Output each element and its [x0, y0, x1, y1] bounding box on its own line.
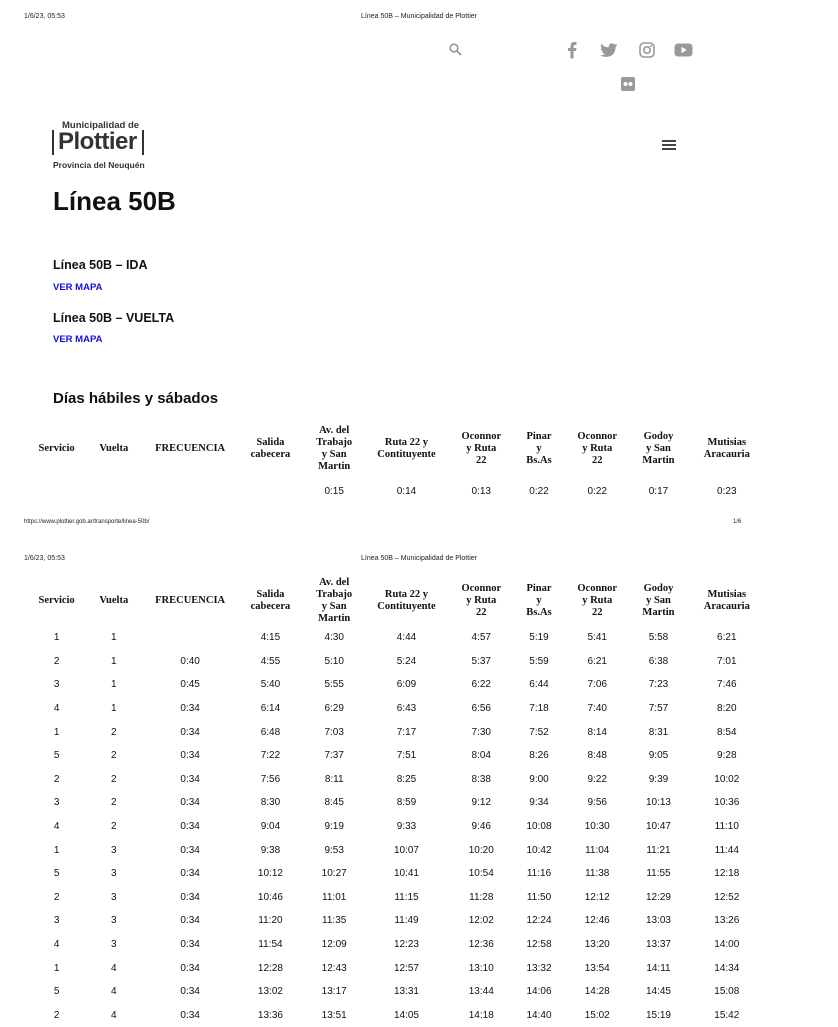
table2-header-cell: Mutisias Aracauria [686, 576, 768, 626]
table-cell: 2 [85, 768, 142, 792]
table-cell: 9:53 [303, 838, 365, 862]
table-cell: 11:20 [238, 909, 303, 933]
table-cell: 0:34 [142, 886, 237, 910]
table1-header-cell: Godoy y San Martin [631, 424, 685, 474]
table2-header-cell: Servicio [28, 576, 85, 626]
table-cell: 0:34 [142, 956, 237, 980]
table-cell: 7:22 [238, 744, 303, 768]
table-cell: 2 [28, 1004, 85, 1027]
table-cell: 7:56 [238, 768, 303, 792]
print-title: Línea 50B – Municipalidad de Plottier [0, 13, 838, 20]
table-cell: 1 [85, 673, 142, 697]
table-cell: 1 [28, 838, 85, 862]
table-row [28, 791, 768, 815]
table-cell: 15:42 [686, 1004, 768, 1027]
table-cell: 7:40 [563, 697, 631, 721]
table2-header-cell: Oconnor y Ruta 22 [448, 576, 515, 626]
table-cell: 11:15 [365, 886, 447, 910]
table-cell: 6:29 [303, 697, 365, 721]
route-vuelta-title: Línea 50B – VUELTA [53, 311, 174, 325]
table-cell: 14:45 [631, 980, 685, 1004]
table-cell: 0:40 [142, 650, 237, 674]
table-cell: 0:22 [515, 474, 563, 508]
print-date-page-2: 1/6/23, 05:53 [24, 555, 65, 562]
table-cell: 7:18 [515, 697, 563, 721]
table-cell: 8:54 [686, 720, 768, 744]
table-cell: 11:35 [303, 909, 365, 933]
youtube-icon[interactable] [674, 43, 693, 57]
table-cell: 5:40 [238, 673, 303, 697]
table-cell: 8:31 [631, 720, 685, 744]
table-cell: 5 [28, 862, 85, 886]
table-cell: 8:14 [563, 720, 631, 744]
table-cell: 7:46 [686, 673, 768, 697]
table-cell: 7:06 [563, 673, 631, 697]
table1-header-cell: Servicio [28, 424, 85, 474]
table-cell: 12:29 [631, 886, 685, 910]
table-cell: 9:39 [631, 768, 685, 792]
table-cell: 15:08 [686, 980, 768, 1004]
table-cell: 10:27 [303, 862, 365, 886]
table-row [28, 862, 768, 886]
table-cell: 12:02 [448, 909, 515, 933]
table-row [28, 474, 768, 508]
table-cell: 5:55 [303, 673, 365, 697]
table-cell: 10:12 [238, 862, 303, 886]
table-cell: 9:46 [448, 815, 515, 839]
table-cell: 7:17 [365, 720, 447, 744]
table-cell: 13:26 [686, 909, 768, 933]
table-cell: 2 [28, 886, 85, 910]
table-cell: 1 [85, 697, 142, 721]
table-cell: 0:13 [448, 474, 515, 508]
table-cell: 6:09 [365, 673, 447, 697]
facebook-icon[interactable] [566, 41, 578, 59]
table-cell: 10:30 [563, 815, 631, 839]
table-cell: 7:52 [515, 720, 563, 744]
table-cell: 4 [28, 933, 85, 957]
table-cell: 1 [28, 956, 85, 980]
table-row [28, 673, 768, 697]
table-cell: 7:01 [686, 650, 768, 674]
table1-header-cell: Oconnor y Ruta 22 [563, 424, 631, 474]
search-icon[interactable] [449, 43, 462, 56]
table-cell: 14:28 [563, 980, 631, 1004]
table-cell: 11:10 [686, 815, 768, 839]
table-row [28, 956, 768, 980]
table-cell: 12:52 [686, 886, 768, 910]
table-cell: 3 [85, 933, 142, 957]
table1-header-cell: Vuelta [85, 424, 142, 474]
table-cell: 8:20 [686, 697, 768, 721]
table-cell: 5 [28, 980, 85, 1004]
table-cell: 4:55 [238, 650, 303, 674]
table-cell: 0:22 [563, 474, 631, 508]
table-cell: 11:50 [515, 886, 563, 910]
table-cell [142, 474, 237, 508]
table-cell: 14:40 [515, 1004, 563, 1027]
table-cell: 14:06 [515, 980, 563, 1004]
table-cell: 11:49 [365, 909, 447, 933]
table-cell: 5:58 [631, 626, 685, 650]
table-cell: 12:36 [448, 933, 515, 957]
table-cell: 15:19 [631, 1004, 685, 1027]
table-cell [28, 474, 85, 508]
table-cell: 13:54 [563, 956, 631, 980]
hamburger-menu-icon[interactable] [662, 140, 676, 152]
table-cell: 0:34 [142, 791, 237, 815]
table-cell: 12:23 [365, 933, 447, 957]
table-cell: 10:42 [515, 838, 563, 862]
table-cell: 3 [28, 909, 85, 933]
table-cell: 8:48 [563, 744, 631, 768]
table2-header-cell: Vuelta [85, 576, 142, 626]
table2-header-cell: Pinar y Bs.As [515, 576, 563, 626]
schedule-table-page-1 [28, 424, 743, 508]
table-row [28, 720, 768, 744]
table-cell: 8:26 [515, 744, 563, 768]
table-cell: 15:02 [563, 1004, 631, 1027]
table-cell: 14:34 [686, 956, 768, 980]
print-url: https://www.plottier.gob.ar/transporte/linea-50b/ [24, 519, 149, 525]
table-row [28, 697, 768, 721]
table-cell: 6:21 [686, 626, 768, 650]
table-cell: 9:56 [563, 791, 631, 815]
table-cell: 10:41 [365, 862, 447, 886]
table-cell: 5:24 [365, 650, 447, 674]
table-cell: 9:38 [238, 838, 303, 862]
table-cell: 7:23 [631, 673, 685, 697]
table-cell: 9:12 [448, 791, 515, 815]
table-cell: 0:23 [686, 474, 768, 508]
table-cell: 11:04 [563, 838, 631, 862]
table-cell: 4:30 [303, 626, 365, 650]
table-cell [85, 474, 142, 508]
logo-bar-left [52, 130, 54, 155]
table-cell: 1 [85, 650, 142, 674]
logo-line-1: Municipalidad de [62, 120, 139, 131]
table2-header-cell: FRECUENCIA [142, 576, 237, 626]
table-cell: 10:07 [365, 838, 447, 862]
table-cell: 0:34 [142, 768, 237, 792]
table-cell: 10:08 [515, 815, 563, 839]
table-cell: 5 [28, 744, 85, 768]
table-cell: 9:22 [563, 768, 631, 792]
table-cell [142, 626, 237, 650]
table-cell: 10:36 [686, 791, 768, 815]
table-cell: 12:28 [238, 956, 303, 980]
table-cell: 13:32 [515, 956, 563, 980]
table-cell: 0:14 [365, 474, 447, 508]
table-cell: 4:44 [365, 626, 447, 650]
table-row [28, 744, 768, 768]
table-cell: 13:02 [238, 980, 303, 1004]
table-cell: 6:48 [238, 720, 303, 744]
table-cell: 2 [85, 744, 142, 768]
table-row [28, 838, 768, 862]
table-cell: 0:45 [142, 673, 237, 697]
table-cell: 5:59 [515, 650, 563, 674]
table-cell: 3 [85, 838, 142, 862]
table-row [28, 980, 768, 1004]
table-cell: 8:25 [365, 768, 447, 792]
table-cell: 8:59 [365, 791, 447, 815]
table-cell: 12:46 [563, 909, 631, 933]
print-page-number: 1/6 [733, 519, 741, 525]
table-cell: 5:41 [563, 626, 631, 650]
table-cell: 12:09 [303, 933, 365, 957]
table-cell: 12:24 [515, 909, 563, 933]
table-cell: 9:05 [631, 744, 685, 768]
table-cell: 9:19 [303, 815, 365, 839]
table-cell: 4 [28, 697, 85, 721]
table-cell: 5:10 [303, 650, 365, 674]
print-title-page-2: Línea 50B – Municipalidad de Plottier [0, 555, 838, 562]
table-cell: 10:54 [448, 862, 515, 886]
table-cell: 11:54 [238, 933, 303, 957]
table-cell: 6:44 [515, 673, 563, 697]
table-cell: 6:38 [631, 650, 685, 674]
table-cell: 0:34 [142, 697, 237, 721]
table-row [28, 933, 768, 957]
table-cell: 11:38 [563, 862, 631, 886]
table-cell: 6:21 [563, 650, 631, 674]
table-cell: 4 [28, 815, 85, 839]
table1-header-cell: Ruta 22 y Contituyente [365, 424, 447, 474]
table-cell: 13:03 [631, 909, 685, 933]
table-cell: 7:57 [631, 697, 685, 721]
table-cell: 11:16 [515, 862, 563, 886]
table-cell: 11:28 [448, 886, 515, 910]
table-cell: 14:18 [448, 1004, 515, 1027]
table-cell: 13:17 [303, 980, 365, 1004]
table-cell: 4:15 [238, 626, 303, 650]
table-cell: 5:19 [515, 626, 563, 650]
table-cell: 12:43 [303, 956, 365, 980]
table-cell: 6:22 [448, 673, 515, 697]
instagram-icon[interactable] [639, 42, 655, 58]
table-cell: 1 [28, 720, 85, 744]
table-cell [238, 474, 303, 508]
table-row [28, 815, 768, 839]
table-cell: 2 [85, 791, 142, 815]
table-cell: 11:55 [631, 862, 685, 886]
table-cell: 8:04 [448, 744, 515, 768]
table2-header-cell: Salida cabecera [238, 576, 303, 626]
table-row [28, 1004, 768, 1027]
table-cell: 7:51 [365, 744, 447, 768]
twitter-icon[interactable] [600, 43, 618, 58]
table-cell: 11:01 [303, 886, 365, 910]
table-cell: 1 [28, 626, 85, 650]
print-date: 1/6/23, 05:53 [24, 13, 65, 20]
table-cell: 10:13 [631, 791, 685, 815]
table-cell: 9:00 [515, 768, 563, 792]
table-cell: 5:37 [448, 650, 515, 674]
table-cell: 2 [28, 768, 85, 792]
table-cell: 13:51 [303, 1004, 365, 1027]
table-cell: 12:18 [686, 862, 768, 886]
table-cell: 12:58 [515, 933, 563, 957]
section-title: Días hábiles y sábados [53, 390, 218, 407]
table-cell: 8:30 [238, 791, 303, 815]
table1-header-cell: FRECUENCIA [142, 424, 237, 474]
route-vuelta-map-link[interactable]: VER MAPA [53, 334, 102, 345]
logo-line-2: Plottier [58, 128, 137, 156]
table-cell: 6:14 [238, 697, 303, 721]
table-cell: 2 [85, 815, 142, 839]
table2-header-cell: Av. del Trabajo y San Martin [303, 576, 365, 626]
route-ida-map-link[interactable]: VER MAPA [53, 282, 102, 293]
table-cell: 4 [85, 956, 142, 980]
table-cell: 7:37 [303, 744, 365, 768]
municipality-logo[interactable] [50, 120, 150, 174]
table-cell: 9:04 [238, 815, 303, 839]
table-cell: 8:38 [448, 768, 515, 792]
table2-header-cell: Oconnor y Ruta 22 [563, 576, 631, 626]
table1-header-cell: Mutisias Aracauria [686, 424, 768, 474]
table-cell: 0:34 [142, 815, 237, 839]
table-cell: 13:44 [448, 980, 515, 1004]
table-cell: 9:34 [515, 791, 563, 815]
table-cell: 10:47 [631, 815, 685, 839]
table-cell: 7:30 [448, 720, 515, 744]
table-cell: 0:34 [142, 909, 237, 933]
table-cell: 7:03 [303, 720, 365, 744]
table-cell: 14:05 [365, 1004, 447, 1027]
table-cell: 0:34 [142, 862, 237, 886]
table-cell: 10:20 [448, 838, 515, 862]
table-cell: 14:00 [686, 933, 768, 957]
table-cell: 13:20 [563, 933, 631, 957]
table-cell: 4:57 [448, 626, 515, 650]
table2-header-cell: Ruta 22 y Contituyente [365, 576, 447, 626]
table-cell: 13:10 [448, 956, 515, 980]
table1-header-cell: Pinar y Bs.As [515, 424, 563, 474]
page-title: Línea 50B [53, 186, 176, 217]
table-cell: 9:28 [686, 744, 768, 768]
table1-header-cell: Salida cabecera [238, 424, 303, 474]
table-cell: 11:21 [631, 838, 685, 862]
logo-line-3: Provincia del Neuquén [53, 160, 145, 170]
table-row [28, 768, 768, 792]
table-cell: 4 [85, 980, 142, 1004]
table-cell: 13:31 [365, 980, 447, 1004]
table-cell: 0:34 [142, 720, 237, 744]
table-cell: 3 [28, 673, 85, 697]
table-cell: 0:34 [142, 744, 237, 768]
table-cell: 8:11 [303, 768, 365, 792]
table-row [28, 650, 768, 674]
table-cell: 0:34 [142, 1004, 237, 1027]
table-cell: 1 [85, 626, 142, 650]
table-row [28, 909, 768, 933]
table-cell: 12:12 [563, 886, 631, 910]
table-cell: 0:15 [303, 474, 365, 508]
table-cell: 0:34 [142, 933, 237, 957]
table-cell: 0:17 [631, 474, 685, 508]
table-cell: 3 [85, 909, 142, 933]
flickr-icon[interactable] [621, 77, 635, 91]
table-cell: 6:43 [365, 697, 447, 721]
table-cell: 12:57 [365, 956, 447, 980]
table-cell: 13:37 [631, 933, 685, 957]
table-cell: 2 [85, 720, 142, 744]
route-ida-title: Línea 50B – IDA [53, 258, 147, 272]
logo-bar-right [142, 130, 144, 155]
schedule-table-page-2 [28, 576, 743, 1024]
table-cell: 11:44 [686, 838, 768, 862]
table-cell: 8:45 [303, 791, 365, 815]
table-cell: 9:33 [365, 815, 447, 839]
table2-header-cell: Godoy y San Martin [631, 576, 685, 626]
table-row [28, 886, 768, 910]
table-cell: 13:36 [238, 1004, 303, 1027]
table-cell: 0:34 [142, 838, 237, 862]
table-cell: 0:34 [142, 980, 237, 1004]
table-cell: 10:02 [686, 768, 768, 792]
table-cell: 2 [28, 650, 85, 674]
table1-header-cell: Av. del Trabajo y San Martin [303, 424, 365, 474]
table-cell: 14:11 [631, 956, 685, 980]
table-cell: 3 [85, 862, 142, 886]
table1-header-cell: Oconnor y Ruta 22 [448, 424, 515, 474]
table-cell: 3 [85, 886, 142, 910]
table-cell: 10:46 [238, 886, 303, 910]
table-cell: 4 [85, 1004, 142, 1027]
table-cell: 3 [28, 791, 85, 815]
table-row [28, 626, 768, 650]
table-cell: 6:56 [448, 697, 515, 721]
